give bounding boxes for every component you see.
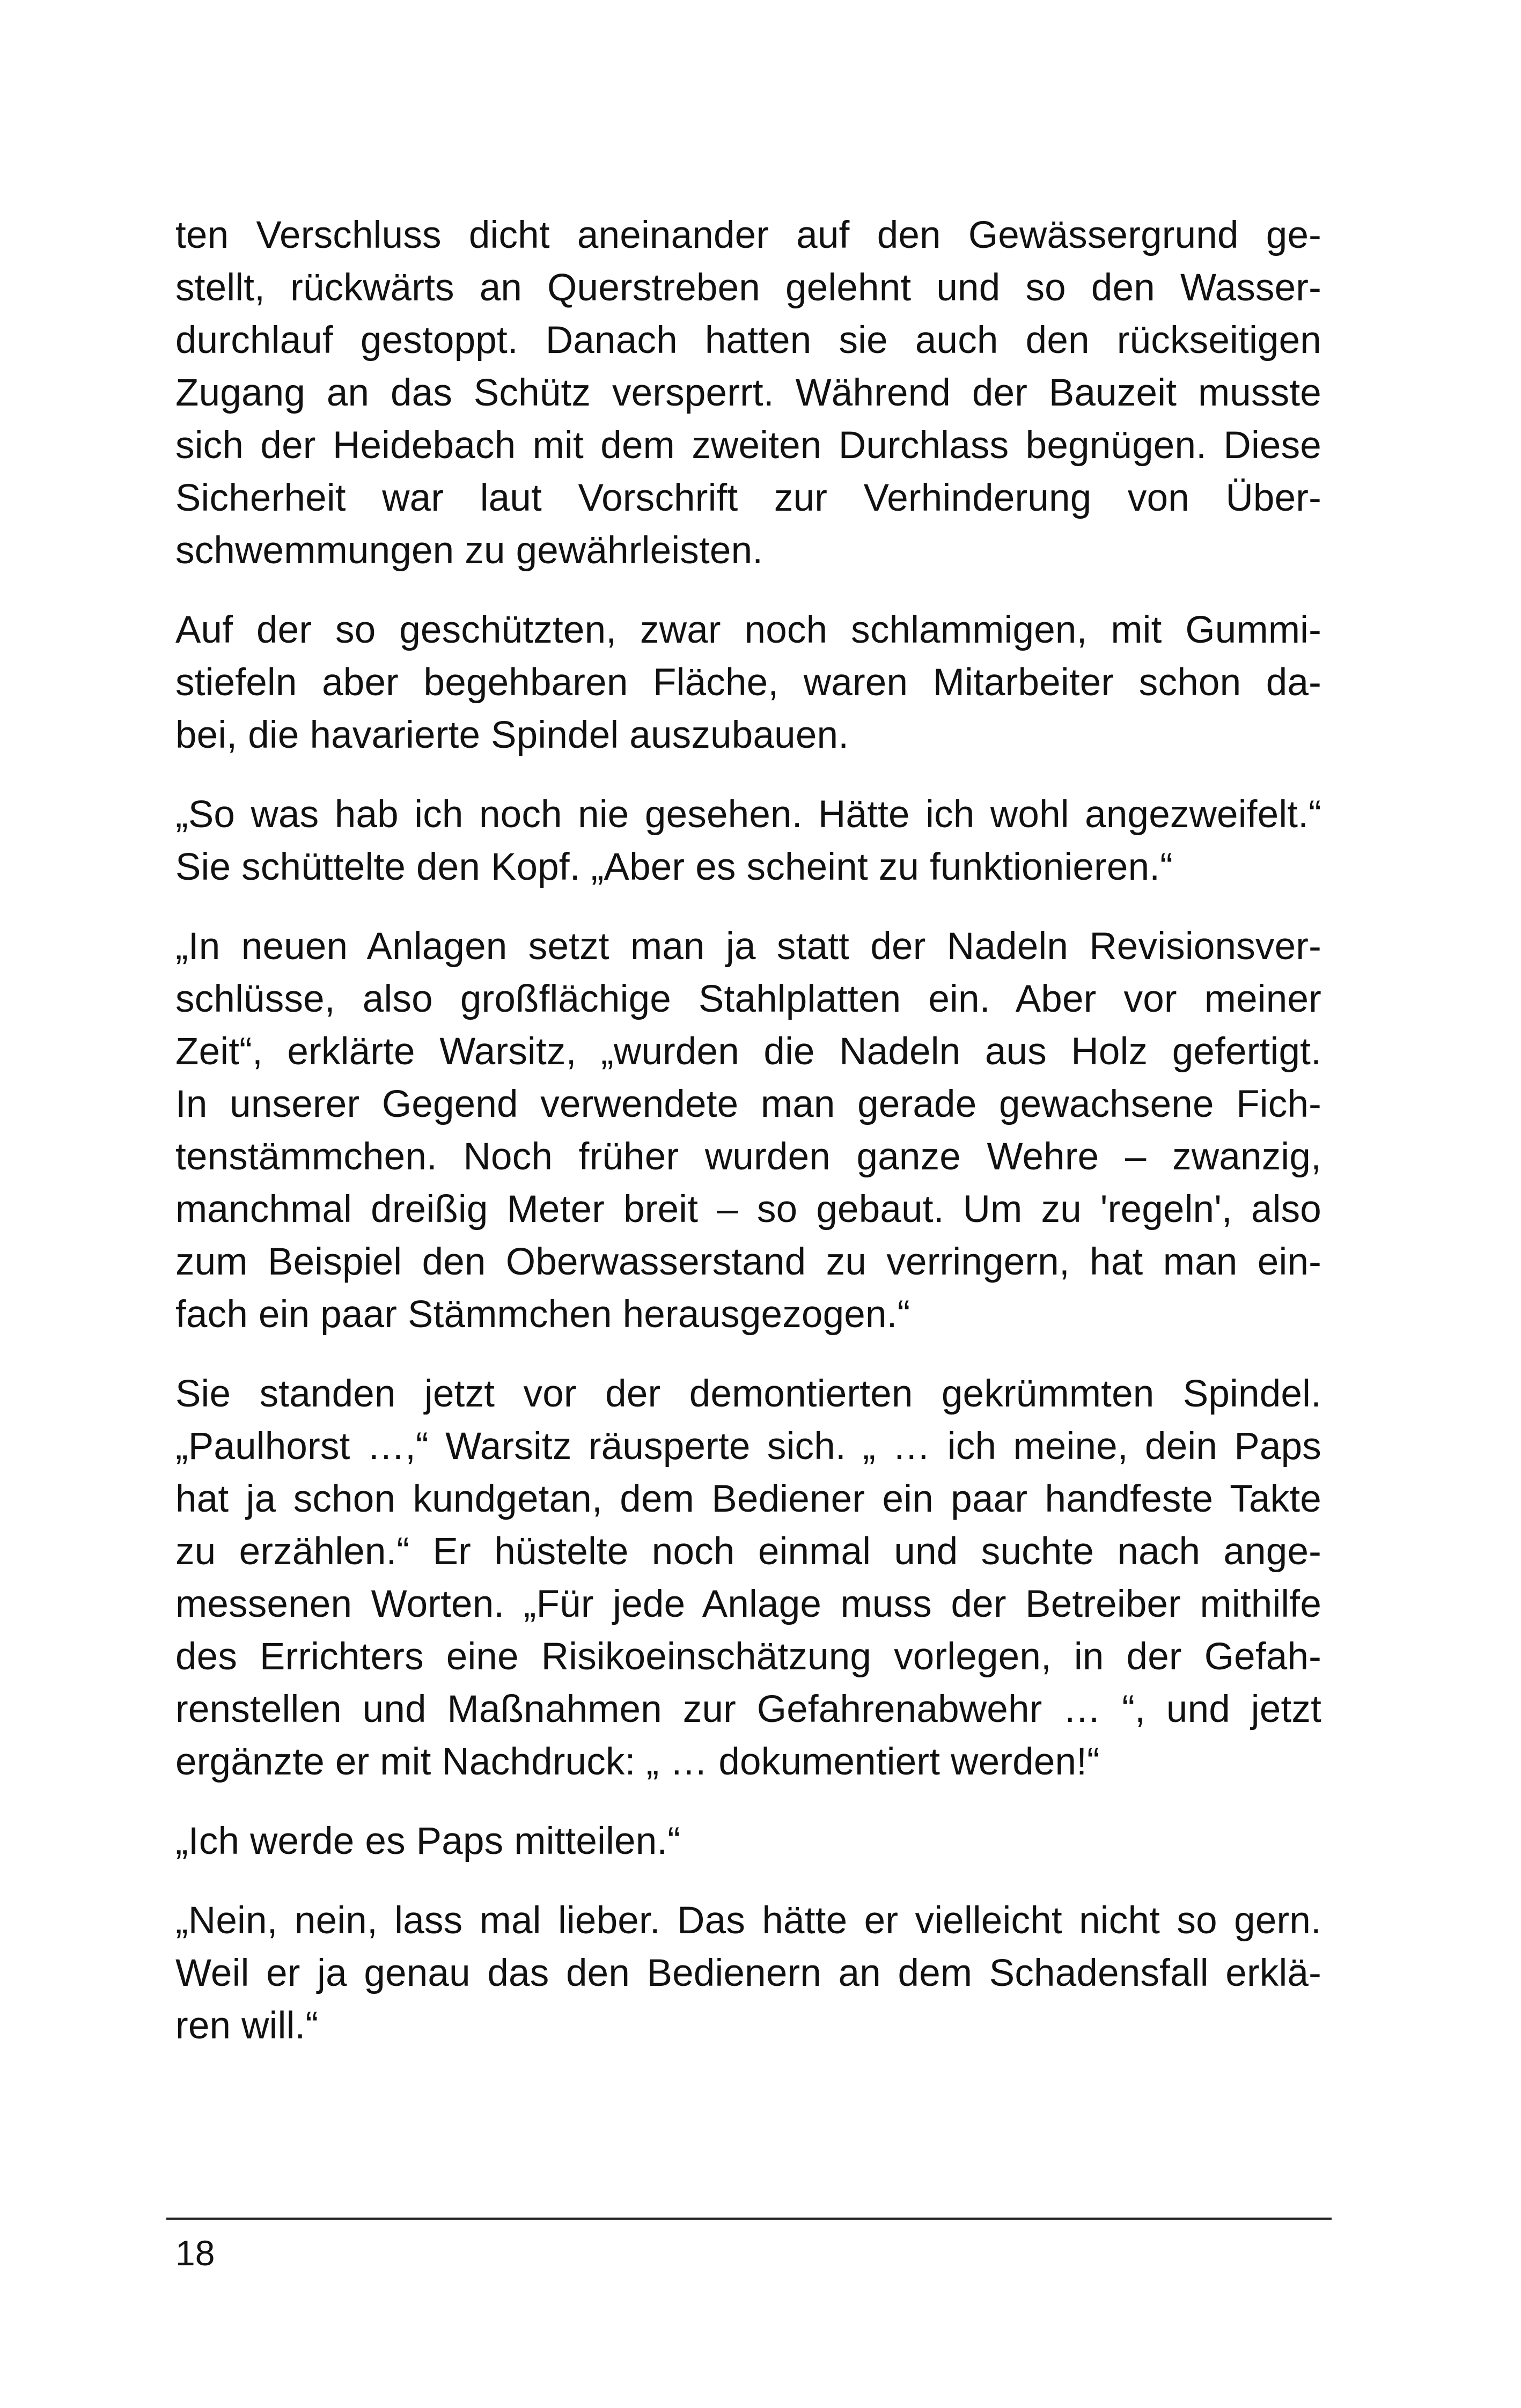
text-line: des Errichters eine Risikoeinschätzung vorlegen, in der Gefah- [175,1636,1321,1678]
text-line: Sie standen jetzt vor der demontierten gekrümmten Spindel. [175,1373,1321,1415]
paragraph [175,1368,1321,1788]
text-line: Weil er ja genau das den Bedienern an dem Schadensfall erklä- [175,1952,1321,1994]
paragraph [175,604,1321,762]
text-line: „So was hab ich noch nie gesehen. Hätte ich wohl angezweifelt.“ [175,793,1321,836]
paragraph [175,789,1321,894]
text-line: durchlauf gestoppt. Danach hatten sie auch den rückseitigen [175,319,1321,362]
text-line: hat ja schon kundgetan, dem Bediener ein paar handfeste Takte [175,1478,1321,1520]
text-line: „Paulhorst …,“ Warsitz räusperte sich. „ … ich meine, dein Paps [175,1425,1321,1468]
text-line: manchmal dreißig Meter breit – so gebaut. Um zu 'regeln', also [175,1188,1321,1231]
text-line: Sie schüttelte den Kopf. „Aber es scheint zu funktionieren.“ [175,846,1173,888]
text-line: zu erzählen.“ Er hüstelte noch einmal und suchte nach ange- [175,1530,1321,1573]
paragraph [175,209,1321,577]
text-line: fach ein paar Stämmchen herausgezogen.“ [175,1293,910,1336]
text-line: „Nein, nein, lass mal lieber. Das hätte er vielleicht nicht so gern. [175,1899,1321,1942]
text-line: sich der Heidebach mit dem zweiten Durchlass begnügen. Diese [175,424,1321,467]
page-number: 18 [175,2233,215,2273]
text-line: schlüsse, also großflächige Stahlplatten ein. Aber vor meiner [175,978,1321,1020]
footer-divider [166,2218,1332,2220]
text-line: schwemmungen zu gewährleisten. [175,529,763,572]
text-line: „Ich werde es Paps mitteilen.“ [175,1820,681,1862]
text-line: Zugang an das Schütz versperrt. Während der Bauzeit musste [175,372,1321,414]
paragraph [175,921,1321,1341]
text-line: stiefeln aber begehbaren Fläche, waren Mitarbeiter schon da- [175,661,1321,704]
text-line: tenstämmchen. Noch früher wurden ganze Wehre – zwanzig, [175,1136,1321,1178]
text-line: ergänzte er mit Nachdruck: „ … dokumentiert werden!“ [175,1741,1100,1783]
paragraph [175,1815,1321,1868]
text-line: ten Verschluss dicht aneinander auf den Gewässergrund ge- [175,214,1321,256]
body-text [175,209,1321,2079]
text-line: messenen Worten. „Für jede Anlage muss der Betreiber mithilfe [175,1583,1321,1625]
paragraph [175,1895,1321,2052]
text-line: Auf der so geschützten, zwar noch schlammigen, mit Gummi- [175,609,1321,651]
text-line: „In neuen Anlagen setzt man ja statt der Nadeln Revisionsver- [175,925,1321,968]
text-line: In unserer Gegend verwendete man gerade gewachsene Fich- [175,1083,1321,1125]
text-line: stellt, rückwärts an Querstreben gelehnt und so den Wasser- [175,267,1321,309]
text-line: renstellen und Maßnahmen zur Gefahrenabwehr … “, und jetzt [175,1688,1321,1730]
text-line: ren will.“ [175,2005,319,2047]
text-line: zum Beispiel den Oberwasserstand zu verringern, hat man ein- [175,1241,1321,1283]
text-line: Zeit“, erklärte Warsitz, „wurden die Nadeln aus Holz gefertigt. [175,1030,1321,1073]
text-line: Sicherheit war laut Vorschrift zur Verhinderung von Über- [175,477,1321,519]
text-line: bei, die havarierte Spindel auszubauen. [175,714,849,756]
